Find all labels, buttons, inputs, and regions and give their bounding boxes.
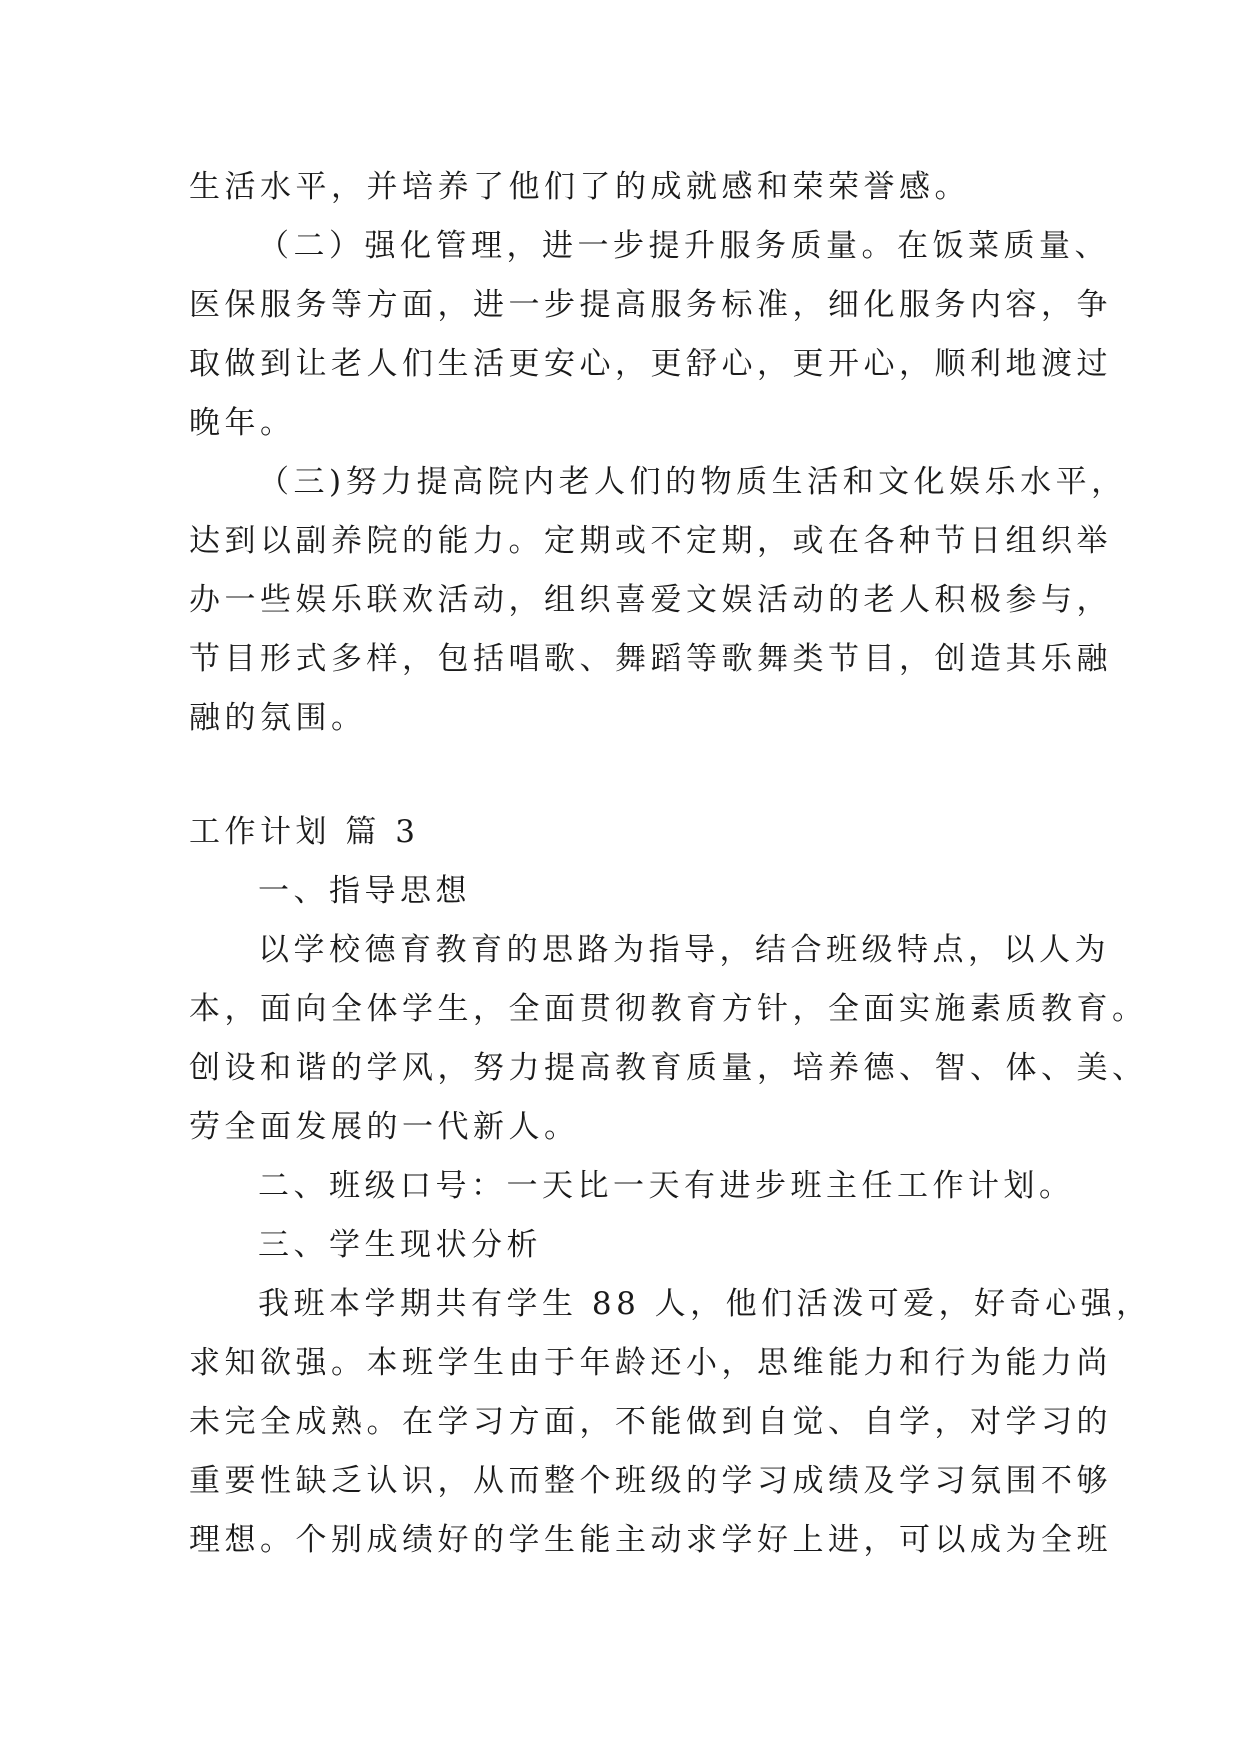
section-heading: 二、班级口号：一天比一天有进步班主任工作计划。 xyxy=(258,1168,1075,1204)
paragraph-line: 节目形式多样，包括唱歌、舞蹈等歌舞类节目，创造其乐融 xyxy=(189,641,1112,677)
paragraph-line: （三)努力提高院内老人们的物质生活和文化娱乐水平， xyxy=(258,464,1127,500)
paragraph-line: 未完全成熟。在学习方面，不能做到自觉、自学，对学习的 xyxy=(189,1404,1112,1440)
section-heading: 一、指导思想 xyxy=(258,873,471,909)
paragraph-line: 达到以副养院的能力。定期或不定期，或在各种节日组织举 xyxy=(189,523,1112,559)
paragraph-line: 晚年。 xyxy=(189,405,296,441)
section-heading: 三、学生现状分析 xyxy=(258,1227,542,1263)
paragraph-line: 劳全面发展的一代新人。 xyxy=(189,1109,580,1145)
paragraph-line: 取做到让老人们生活更安心，更舒心，更开心，顺利地渡过 xyxy=(189,346,1112,382)
paragraph-line: 理想。个别成绩好的学生能主动求学好上进，可以成为全班 xyxy=(189,1522,1112,1558)
paragraph-line: 创设和谐的学风，努力提高教育质量，培养德、智、体、美、 xyxy=(189,1050,1148,1086)
paragraph-line: 求知欲强。本班学生由于年龄还小，思维能力和行为能力尚 xyxy=(189,1345,1112,1381)
paragraph-line: 本，面向全体学生，全面贯彻教育方针，全面实施素质教育。 xyxy=(189,991,1148,1027)
paragraph-line: （二）强化管理，进一步提升服务质量。在饭菜质量、 xyxy=(258,228,1110,264)
paragraph-line: 我班本学期共有学生 88 人，他们活泼可爱，好奇心强， xyxy=(258,1286,1152,1322)
paragraph-line: 重要性缺乏认识，从而整个班级的学习成绩及学习氛围不够 xyxy=(189,1463,1112,1499)
section-title: 工作计划 篇 3 xyxy=(189,814,420,850)
paragraph-line: 以学校德育教育的思路为指导，结合班级特点，以人为 xyxy=(258,932,1110,968)
paragraph-line: 医保服务等方面，进一步提高服务标准，细化服务内容，争 xyxy=(189,287,1112,323)
paragraph-line: 办一些娱乐联欢活动，组织喜爱文娱活动的老人积极参与， xyxy=(189,582,1112,618)
paragraph-line: 生活水平，并培养了他们了的成就感和荣荣誉感。 xyxy=(189,169,970,205)
paragraph-line: 融的氛围。 xyxy=(189,700,367,736)
